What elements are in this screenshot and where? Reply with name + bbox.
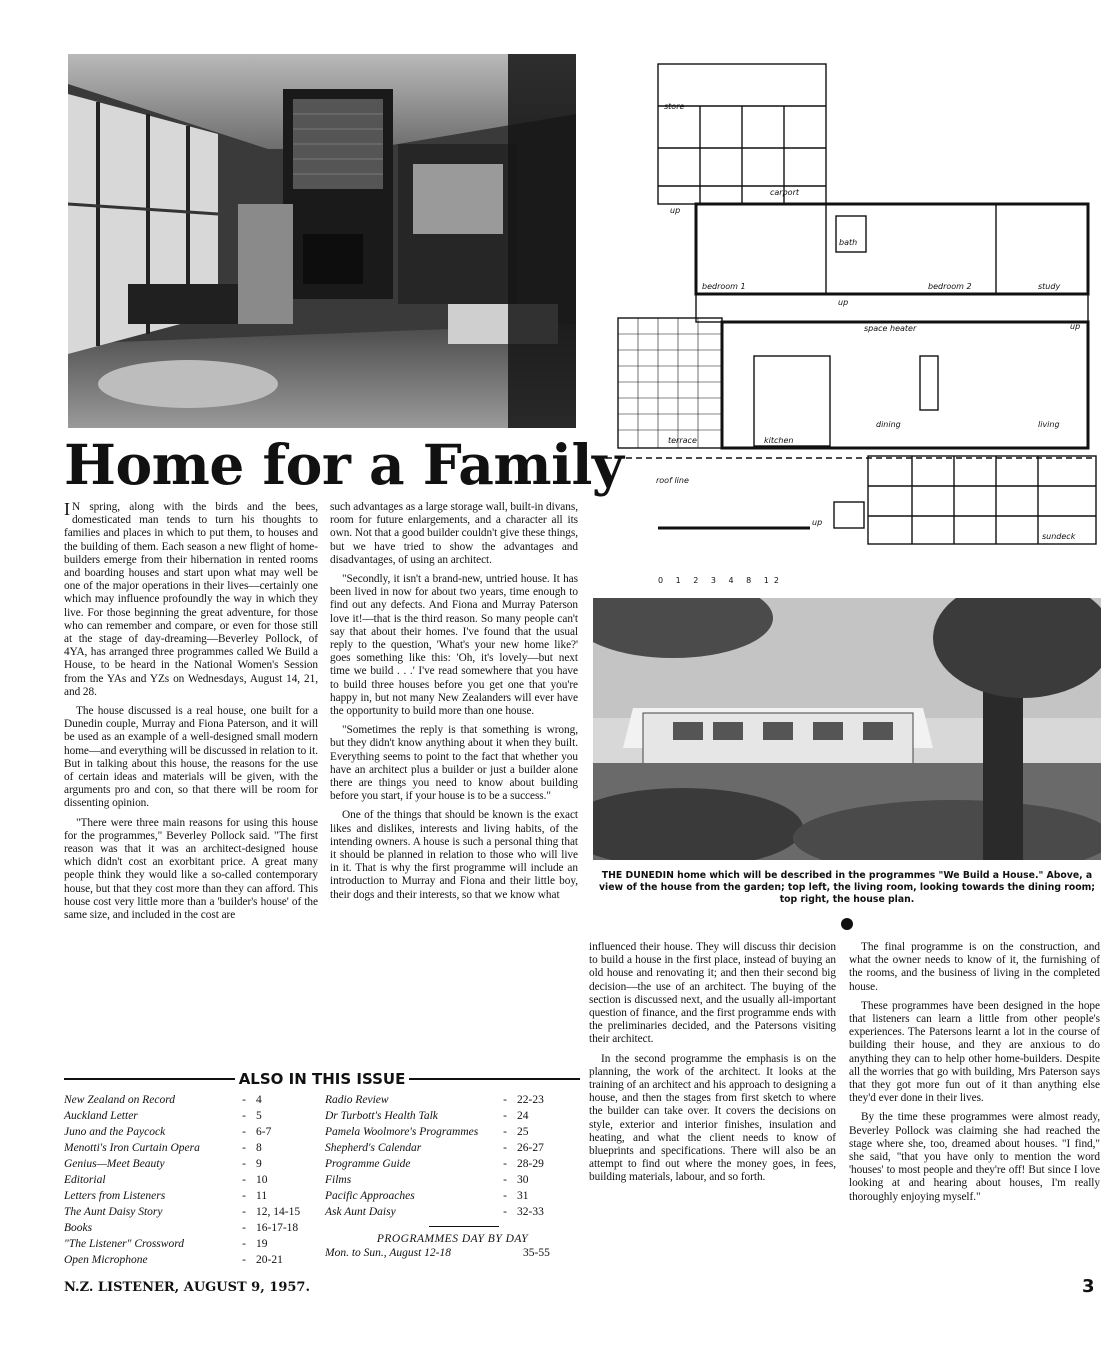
index-entry-page: 26-27 bbox=[517, 1142, 544, 1154]
plan-label-study: study bbox=[1038, 282, 1061, 291]
index-entry bbox=[64, 1092, 319, 1108]
index-entry-dash: - bbox=[503, 1094, 507, 1106]
drop-cap: I bbox=[64, 499, 70, 519]
index-columns bbox=[64, 1092, 580, 1268]
index-entry-dash: - bbox=[503, 1174, 507, 1186]
index-entry-page: 5 bbox=[256, 1110, 262, 1122]
plan-label-store: store bbox=[664, 102, 685, 111]
index-entry-dash: - bbox=[242, 1126, 246, 1138]
paragraph: "Sometimes the reply is that something is wrong, but they didn't know anything about it when they built. Everything seems to point to the fact that whether you have an architect plus a builder or just a builder alone there are things you need to know about building before you start, if your house is to be a success." bbox=[330, 724, 578, 803]
paragraph: One of the things that should be known is the exact likes and dislikes, interests and living habits, of the intending owners. A house is such a personal thing that it should be planned in relation to those who will live in it. That is why the first programme will include an introduction to Murray and Fiona and their little boy, their dogs and their interests, so that we know what bbox=[330, 809, 578, 901]
index-entry-dash: - bbox=[242, 1222, 246, 1234]
plan-label-bedroom-2: bedroom 2 bbox=[928, 282, 972, 291]
index-entry-dash: - bbox=[242, 1158, 246, 1170]
index-entry bbox=[64, 1108, 319, 1124]
index-entry-title: Programme Guide bbox=[325, 1158, 411, 1170]
index-entry-dash: - bbox=[242, 1174, 246, 1186]
masthead: N.Z. LISTENER, AUGUST 9, 1957. bbox=[64, 1280, 310, 1295]
index-entry bbox=[64, 1220, 319, 1236]
index-entry-title: Auckland Letter bbox=[64, 1110, 138, 1122]
paragraph: The final programme is on the construction, and what the owner needs to know of it, the furnishing of the rooms, and the business of living in the completed house. bbox=[849, 941, 1100, 993]
index-entry-title: Pacific Approaches bbox=[325, 1190, 415, 1202]
index-entry-page: 8 bbox=[256, 1142, 262, 1154]
index-entry-page: 10 bbox=[256, 1174, 268, 1186]
index-entry bbox=[325, 1188, 580, 1204]
plan-label-up: up bbox=[670, 206, 681, 215]
plan-label-bath: bath bbox=[839, 238, 858, 247]
index-entry-dash: - bbox=[242, 1094, 246, 1106]
index-entry-title: New Zealand on Record bbox=[64, 1094, 176, 1106]
index-entry-page: 4 bbox=[256, 1094, 262, 1106]
garden-photo-drawing bbox=[593, 598, 1101, 860]
programmes-title: PROGRAMMES DAY BY DAY bbox=[376, 1233, 529, 1245]
bullet-dot bbox=[841, 918, 853, 930]
headline: Home for a Family bbox=[64, 432, 624, 497]
index-entry-title: Editorial bbox=[64, 1174, 106, 1186]
index-entry-page: 22-23 bbox=[517, 1094, 544, 1106]
paragraph: The house discussed is a real house, one built for a Dunedin couple, Murray and Fiona Paterson, and it will be used as an example of a well-designed small modern home—and everything will be discussed in relation to it. But in talking about this house, the reasons for the use of certain ideas and materials will be given, with the arguments pro and con, so that there will be room for dissenting opinion. bbox=[64, 705, 318, 810]
paragraph: These programmes have been designed in the hope that listeners can learn a little from other people's experiences. The Patersons learnt a lot in the course of building their house, and they are anxious to do anything they can to help other home-builders. Despite all the worries that go with building, Mrs Paterson says that they got more fun out of it than anything else they'd ever done in their lives. bbox=[849, 999, 1100, 1105]
index-left-column bbox=[64, 1092, 319, 1268]
index-entry-page: 31 bbox=[517, 1190, 529, 1202]
plan-label-up: up bbox=[812, 518, 823, 527]
index-entry-title: Books bbox=[64, 1222, 93, 1234]
index-entry-title: Dr Turbott's Health Talk bbox=[325, 1110, 438, 1122]
index-entry bbox=[325, 1108, 580, 1124]
article-column-4 bbox=[849, 941, 1100, 1210]
index-entry-page: 19 bbox=[256, 1238, 268, 1250]
index-entry bbox=[64, 1172, 319, 1188]
index-entry bbox=[64, 1140, 319, 1156]
plan-label-carport: carport bbox=[770, 188, 799, 197]
index-entry-page: 20-21 bbox=[256, 1254, 283, 1266]
index-entry bbox=[325, 1172, 580, 1188]
index-entry bbox=[325, 1156, 580, 1172]
index-entry bbox=[64, 1124, 319, 1140]
index-entry-dash: - bbox=[503, 1158, 507, 1170]
article-column-2 bbox=[330, 501, 578, 908]
index-entry-page: 28-29 bbox=[517, 1158, 544, 1170]
index-entry-title: Juno and the Paycock bbox=[64, 1126, 166, 1138]
index-entry-page: 6-7 bbox=[256, 1126, 272, 1138]
garden-photo bbox=[593, 598, 1101, 860]
index-right-column bbox=[319, 1092, 580, 1268]
index-entry-page: 32-33 bbox=[517, 1206, 544, 1218]
paragraph: influenced their house. They will discuss thir decision to build a house in the first place, instead of buying an old house and renovating it; and then their second big decision—the use of an architect. The buying of the section is discussed next, and the usually all-important question of finance, and the first programme ends with the preliminaries decided, and the Patersons visiting their architect. bbox=[589, 941, 836, 1046]
index-entry-dash: - bbox=[242, 1142, 246, 1154]
paragraph: such advantages as a large storage wall, built-in divans, room for future enlargements, and a character all its own. Not that a good builder couldn't give these things, but we have tried to show the advantages and disadvantages, of using an architect. bbox=[330, 501, 578, 566]
index-title: ALSO IN THIS ISSUE bbox=[238, 1070, 406, 1088]
index-entry-dash: - bbox=[503, 1206, 507, 1218]
index-entry bbox=[64, 1204, 319, 1220]
index-entry-dash: - bbox=[242, 1110, 246, 1122]
plan-label-dining: dining bbox=[876, 420, 901, 429]
plan-label-bedroom-1: bedroom 1 bbox=[702, 282, 746, 291]
index-entry-dash: - bbox=[242, 1238, 246, 1250]
also-in-this-issue-box bbox=[64, 1070, 580, 1268]
index-entry-title: Genius—Meet Beauty bbox=[64, 1158, 165, 1170]
index-entry-dash: - bbox=[503, 1142, 507, 1154]
index-entry-title: Letters from Listeners bbox=[64, 1190, 166, 1202]
index-divider bbox=[429, 1226, 499, 1227]
page-number: 3 bbox=[1082, 1276, 1095, 1297]
programmes-row bbox=[325, 1245, 580, 1261]
paragraph: "Secondly, it isn't a brand-new, untried house. It has been lived in now for about two years, time enough to find out any defects. And Fiona and Murray Paterson love it!—that is the third reason. So many people can't say that about their homes. I've found that the usual reply to the question, 'What's your new home like?' goes something like this: 'Oh, it's lovely—but next time we build . . .' I've read somewhere that you have to build three houses before you get one that you're happy in, but not many New Zealanders will ever have the opportunity to build more than one house. bbox=[330, 573, 578, 718]
plan-label-terrace: terrace bbox=[668, 436, 697, 445]
plan-label-roof-line: roof line bbox=[656, 476, 689, 485]
plan-label-up: up bbox=[838, 298, 849, 307]
index-entry-page: 25 bbox=[517, 1126, 529, 1138]
index-entry-page: 30 bbox=[517, 1174, 529, 1186]
index-entry-title: "The Listener" Crossword bbox=[64, 1238, 184, 1250]
index-entry bbox=[64, 1156, 319, 1172]
index-entry-page: 9 bbox=[256, 1158, 262, 1170]
living-room-photo bbox=[68, 54, 576, 428]
plan-label-living: living bbox=[1038, 420, 1060, 429]
programmes-pages: 35-55 bbox=[523, 1247, 550, 1259]
living-room-photo-drawing bbox=[68, 54, 576, 428]
index-entry-dash: - bbox=[503, 1190, 507, 1202]
index-entry bbox=[325, 1124, 580, 1140]
index-entry-page: 12, 14-15 bbox=[256, 1206, 301, 1218]
index-entry-title: Open Microphone bbox=[64, 1254, 148, 1266]
article-column-1 bbox=[64, 501, 318, 928]
index-header bbox=[64, 1070, 580, 1088]
index-entry-page: 24 bbox=[517, 1110, 529, 1122]
plan-label-space-heater: space heater bbox=[864, 324, 917, 333]
index-entry-title: Films bbox=[325, 1174, 352, 1186]
index-entry-dash: - bbox=[242, 1254, 246, 1266]
plan-scale-bar: 0 1 2 3 4 8 12 bbox=[658, 576, 784, 585]
article-column-3 bbox=[589, 941, 836, 1191]
index-entry-title: Radio Review bbox=[325, 1094, 389, 1106]
programmes-dates: Mon. to Sun., August 12-18 bbox=[325, 1247, 451, 1259]
index-entry-dash: - bbox=[242, 1190, 246, 1202]
index-entry bbox=[64, 1252, 319, 1268]
paragraph: N spring, along with the birds and the bees, domesticated man tends to turn his thoughts to families and places in which to put them, to houses and the building of them. Each season a new flight of home-builders emerge from their hibernation in rented rooms and boarding houses and start upon what may well be one of the major operations in their lives—certainly one which may influence profoundly the way in which they live. For those beginning the great adventure, for those who can remember and compare, or even for those still at the stage of day-dreaming—Beverley Pollock, of 4YA, has arranged three programmes called We Build a House, to be heard in the National Women's Session from the YAs and YZs on Wednesdays, August 14, 21, and 28. bbox=[64, 501, 318, 698]
index-entry-dash: - bbox=[503, 1110, 507, 1122]
index-entry bbox=[325, 1204, 580, 1220]
plan-label-kitchen: kitchen bbox=[764, 436, 794, 445]
index-entry bbox=[325, 1092, 580, 1108]
index-entry-dash: - bbox=[242, 1206, 246, 1218]
plan-label-up: up bbox=[1070, 322, 1081, 331]
index-entry-dash: - bbox=[503, 1126, 507, 1138]
plan-label-sundeck: sundeck bbox=[1042, 532, 1076, 541]
index-entry-title: Shepherd's Calendar bbox=[325, 1142, 422, 1154]
index-entry-title: Menotti's Iron Curtain Opera bbox=[64, 1142, 200, 1154]
index-entry-title: Pamela Woolmore's Programmes bbox=[325, 1126, 479, 1138]
index-entry bbox=[64, 1236, 319, 1252]
index-entry-page: 11 bbox=[256, 1190, 268, 1202]
index-entry bbox=[325, 1140, 580, 1156]
paragraph: By the time these programmes were almost ready, Beverley Pollock was claiming she had reached the stage where she, too, dreamed about houses. "I find," she said, "that you have only to mention the word 'houses' to most people and they're off! But since I love looking at and hearing about houses, I'm really thoroughly enjoying myself." bbox=[849, 1111, 1100, 1203]
house-plan bbox=[598, 56, 1104, 585]
index-entry-title: Ask Aunt Daisy bbox=[325, 1206, 396, 1218]
paragraph: "There were three main reasons for using this house for the programmes," Beverley Pollock said. "The first reason was that it was an architect-designed house which didn't cost an exorbitant price. A great many people think they would like a so-called contemporary house, but that they cost more than they can afford. This house cost very little more than a 'builder's house' of the same size, and included in the cost are bbox=[64, 816, 318, 922]
index-entry-title: The Aunt Daisy Story bbox=[64, 1206, 163, 1218]
index-entry-page: 16-17-18 bbox=[256, 1222, 299, 1234]
index-entry bbox=[64, 1188, 319, 1204]
paragraph: In the second programme the emphasis is on the planning, the work of the architect. It looks at the training of an architect and his approach to designing a house, and then the stages from first sketch to where the builder can take over. It covers the decisions on style, exterior and interior finishes, insulation and heating, and what the client needs to know of blueprints and specifications. There will also be an attempt to find out where the money goes, in fees, building materials, labour, and so forth. bbox=[589, 1052, 836, 1184]
photo-caption: THE DUNEDIN home which will be described in the programmes "We Build a House." Above, a view of the house from the garden; top left, the living room, looking towards the dining room; top right, the house plan. bbox=[598, 870, 1096, 905]
